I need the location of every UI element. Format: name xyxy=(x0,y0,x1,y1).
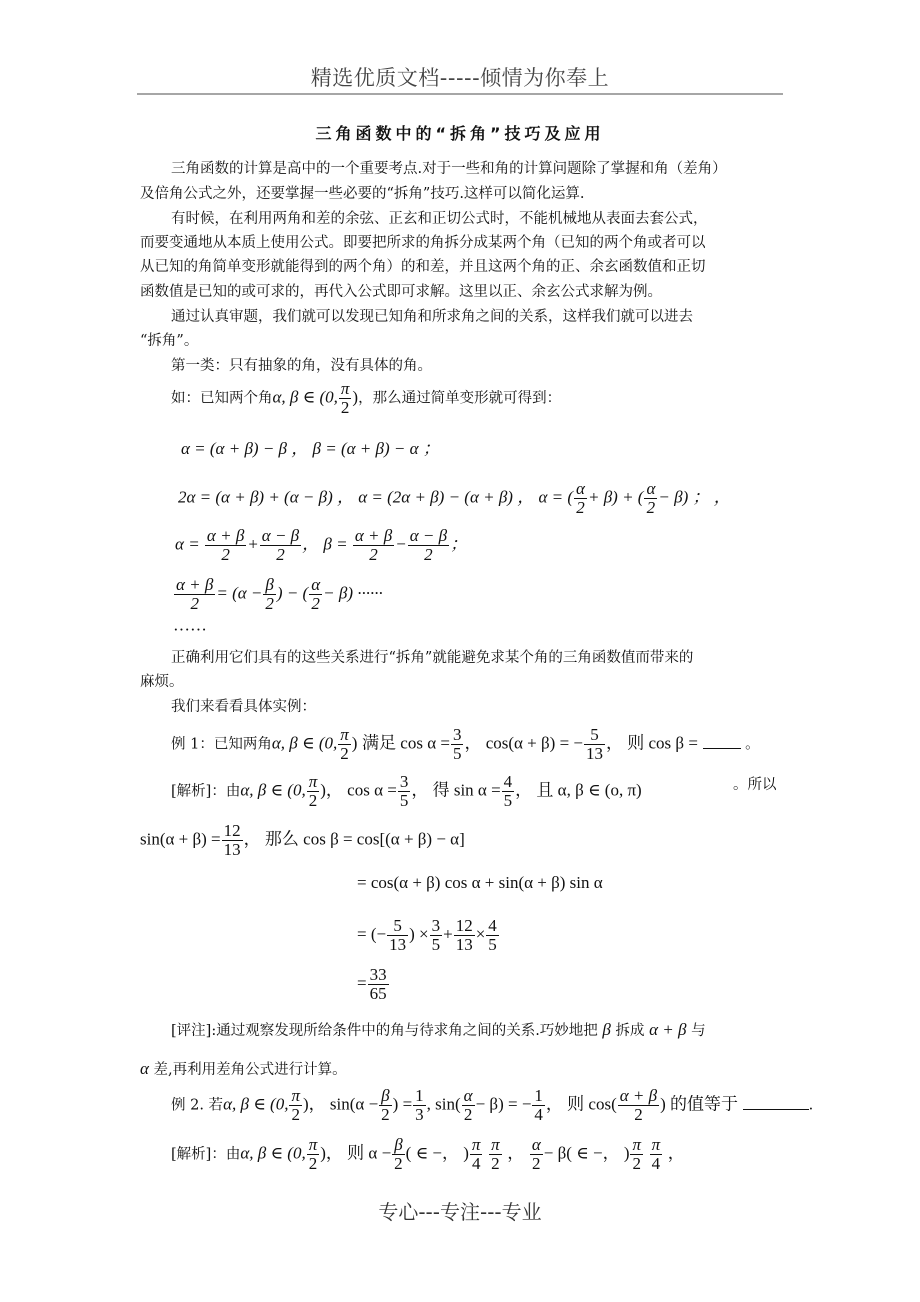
intro-p3-line1: 通过认真审题，我们就可以发现已知角和所求角之间的关系，这样我们就可以进去 xyxy=(171,309,693,325)
example1-step2: = (− $\frac{5}{13}$ ) × $\frac{3}{5}$ + $\frac{12}{13}$ × $\frac{4}{5}$ xyxy=(357,916,497,954)
formula-line-2: 2α = (α + β) + (α − β) ， α = (2α + β) − (α + β) ， α = ( $\frac{\alpha}{2}$ + β) + ( $\frac{\alpha}{2}$ − β) ； ， xyxy=(178,479,731,517)
formula-line-4: $\frac{\alpha + \beta}{2}$ = (α − $\frac{\beta}{2}$ ) − ( $\frac{\alpha}{2}$ − β) ······ xyxy=(176,575,383,613)
fraction-pi-over-2: $\frac{\pi}{2}$ xyxy=(340,379,350,417)
intro-p2-line1: 有时候，在利用两角和差的余弦、正玄和正切公式时，不能机械地从表面去套公式， xyxy=(171,211,708,227)
intro-p2-line3: 从已知的角简单变形就能得到的两个角）的和差，并且这两个角的正、余玄函数值和正切 xyxy=(140,259,706,275)
intro-p1-line1: 三角函数的计算是高中的一个重要考点.对于一些和角的计算问题除了掌握和角（差角） xyxy=(171,161,727,177)
conclusion-line1: 正确利用它们具有的这些关系进行“拆角”就能避免求某个角的三角函数值而带来的 xyxy=(171,650,694,666)
formula-line-1: α = (α + β) − β ， β = (α + β) − α ； xyxy=(181,439,440,458)
example1-analysis-line1: [解析]：由α, β ∈ (0, $\frac{\pi}{2}$ )， cos α = $\frac{3}{5}$ ， 得 sin α = $\frac{4}{5}$ ， 且 α, β ∈ (o, π) xyxy=(171,772,642,810)
example1-analysis-line2: sin(α + β) = $\frac{12}{13}$ ， 那么 cos β = cos[(α + β) − α] xyxy=(140,821,465,859)
examples-intro: 我们来看看具体实例： xyxy=(171,699,316,715)
page-footer: 专心---专注---专业 xyxy=(378,1200,542,1224)
example2-analysis: [解析]：由α, β ∈ (0, $\frac{\pi}{2}$ )， 则 α − $\frac{\beta}{2}$ ( ∈ −， ) $\frac{\pi}{4}$ $\frac{\pi}{2}$ ， $\frac{\alpha}{2}$ − β( ∈ −， ) $\frac{\pi}{2}$ $\frac{\pi}{4}$ ， xyxy=(171,1135,685,1173)
intro-p2-line4: 函数值是已知的或可求的，再代入公式即可求解。这里以正、余玄公式求解为例。 xyxy=(140,284,662,300)
example1-result: = $\frac{33}{65}$ xyxy=(357,965,387,1003)
intro-p3-line2: “拆角”。 xyxy=(140,333,199,349)
formula-line-3: α = $\frac{\alpha + \beta}{2}$ + $\frac{\alpha - \beta}{2}$ ， β = $\frac{\alpha + \beta}{2}$ − $\frac{\alpha - \beta}{2}$ ； xyxy=(175,526,468,564)
example1-step1: = cos(α + β) cos α + sin(α + β) sin α xyxy=(357,873,603,892)
comment-line2: α 差,再利用差角公式进行计算。 xyxy=(140,1059,347,1078)
given-line: 如：已知两个角α, β ∈ (0, $\frac{\pi}{2}$ )，那么通过简单变形就可得到： xyxy=(171,379,562,417)
comment-line1: [评注]:通过观察发现所给条件中的角与待求角之间的关系.巧妙地把 β 拆成 α + β 与 xyxy=(171,1020,706,1039)
category-1-heading: 第一类：只有抽象的角，没有具体的角。 xyxy=(171,358,432,374)
example1-analysis-end: 。所以 xyxy=(733,777,777,793)
page-header: 精选优质文档-----倾情为你奉上 xyxy=(310,66,610,90)
document-title: 三角函数中的“拆角”技巧及应用 xyxy=(315,124,605,143)
header-rule xyxy=(137,93,783,95)
answer-blank[interactable] xyxy=(703,734,741,749)
intro-p2-line2: 而要变通地从本质上使用公式。即要把所求的角拆分成某两个角（已知的两个角或者可以 xyxy=(140,235,706,251)
example2-question: 例 2. 若α, β ∈ (0, $\frac{\pi}{2}$ )， sin(α − $\frac{\beta}{2}$ ) = $\frac{1}{3}$ , sin( $\frac{\alpha}{2}$ − β) = − $\frac{1}{4}$ ， 则 cos( $\frac{\alpha + \beta}{2}$ ) 的值等于 . xyxy=(171,1086,814,1124)
conclusion-line2: 麻烦。 xyxy=(140,674,184,690)
example1-question: 例 1：已知两角α, β ∈ (0, $\frac{\pi}{2}$ ) 满足 cos α = $\frac{3}{5}$ ， cos(α + β) = − $\frac{5}{13}$ ， 则 cos β = 。 xyxy=(171,725,760,763)
intro-p1-line2: 及倍角公式之外，还要掌握一些必要的“拆角”技巧.这样可以简化运算. xyxy=(140,186,585,202)
formula-ellipsis: ······ xyxy=(173,620,207,639)
answer-blank[interactable] xyxy=(743,1095,809,1110)
